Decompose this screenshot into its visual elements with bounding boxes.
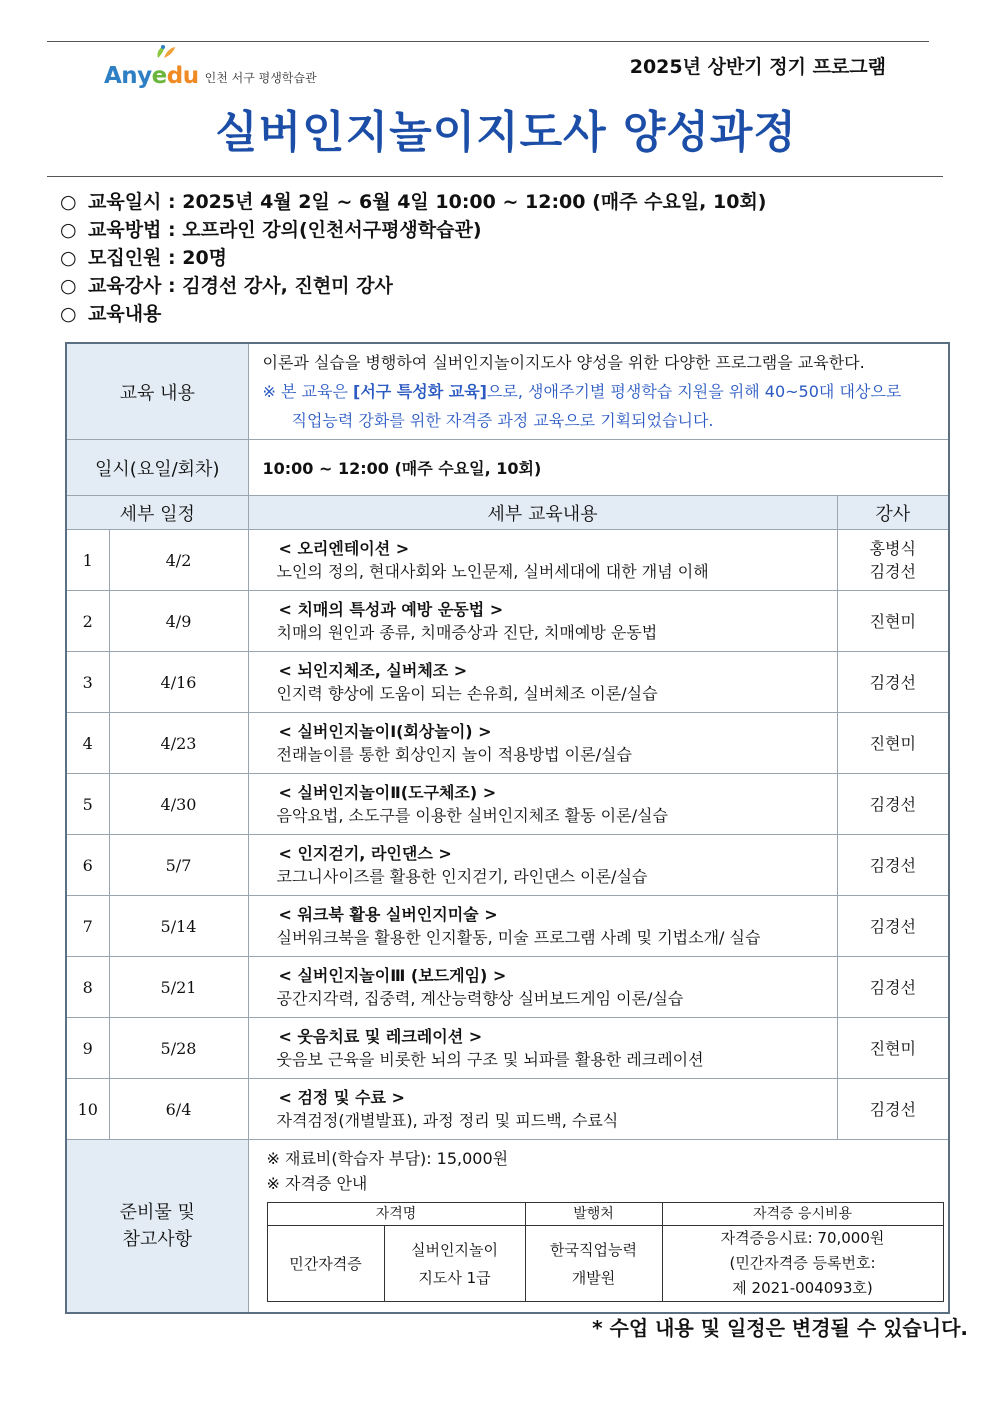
info-method: ○ 교육방법 : 오프라인 강의(인천서구평생학습관)	[60, 219, 482, 241]
row-date: 4/23	[109, 713, 248, 774]
cert-issuer: 한국직업능력 개발원	[525, 1226, 662, 1302]
table-row	[66, 835, 949, 896]
row-date: 4/9	[109, 591, 248, 652]
info-instructors: ○ 교육강사 : 김경선 강사, 진현미 강사	[60, 275, 393, 297]
row-content: < 워크북 활용 실버인지미술 > 실버워크북을 활용한 인지활동, 미술 프로그램 사례 및 기법소개/ 실습	[248, 896, 837, 957]
row-content: < 실버인지놀이Ⅰ(회상놀이) > 전래놀이를 통한 회상인지 놀이 적용방법 이론/실습	[248, 713, 837, 774]
table-row	[66, 896, 949, 957]
table-row	[66, 957, 949, 1018]
row-date: 6/4	[109, 1079, 248, 1140]
row-number: 6	[66, 835, 109, 896]
reference-row	[66, 1140, 949, 1314]
row-content: < 오리엔테이션 > 노인의 정의, 현대사회와 노인문제, 실버세대에 대한 개념 이해	[248, 530, 837, 591]
row-number: 7	[66, 896, 109, 957]
table-header-row	[66, 496, 949, 530]
row-instructor: 김경선	[837, 1079, 949, 1140]
cert-name: 실버인지놀이 지도사 1급	[384, 1226, 525, 1302]
row-number: 8	[66, 957, 109, 1018]
cert-type: 민간자격증	[267, 1226, 384, 1302]
curriculum-table	[65, 342, 950, 1314]
subtitle: 2025년 상반기 정기 프로그램	[629, 56, 886, 78]
row-number: 2	[66, 591, 109, 652]
row-instructor: 김경선	[837, 652, 949, 713]
logo	[104, 46, 317, 88]
table-row	[66, 652, 949, 713]
table-row	[66, 713, 949, 774]
material-fee-note: ※ 재료비(학습자 부담): 15,000원	[266, 1149, 509, 1168]
row-number: 1	[66, 530, 109, 591]
row-content: < 실버인지놀이Ⅲ (보드게임) > 공간지각력, 집중력, 계산능력향상 실버보드게임 이론/실습	[248, 957, 837, 1018]
reference-content	[248, 1140, 949, 1314]
row-date: 5/14	[109, 896, 248, 957]
info-capacity: ○ 모집인원 : 20명	[60, 247, 228, 269]
row-content: < 실버인지놀이Ⅱ(도구체조) > 음악요법, 소도구를 이용한 실버인지체조 활동 이론/실습	[248, 774, 837, 835]
table-row	[66, 774, 949, 835]
cert-header-fee: 자격증 응시비용	[662, 1203, 943, 1226]
col-header-instructor: 강사	[837, 496, 949, 530]
logo-subtext: 인천 서구 평생학습관	[204, 71, 317, 85]
cert-header-name: 자격명	[267, 1203, 525, 1226]
leaf-icon	[154, 44, 176, 60]
row-number: 10	[66, 1079, 109, 1140]
col-header-schedule: 세부 일정	[66, 496, 248, 530]
table-row	[66, 1018, 949, 1079]
row-content: < 검정 및 수료 > 자격검정(개별발표), 과정 정리 및 피드백, 수료식	[248, 1079, 837, 1140]
row-instructor: 진현미	[837, 591, 949, 652]
row-date: 4/16	[109, 652, 248, 713]
edu-content-row	[66, 343, 949, 440]
row-content: < 치매의 특성과 예방 운동법 > 치매의 원인과 종류, 치매증상과 진단, 치매예방 운동법	[248, 591, 837, 652]
page-title: 실버인지놀이지도사 양성과정	[215, 107, 797, 158]
info-content: ○ 교육내용	[60, 303, 162, 325]
row-instructor: 김경선	[837, 774, 949, 835]
row-instructor: 김경선	[837, 835, 949, 896]
row-number: 3	[66, 652, 109, 713]
title-rule	[47, 176, 943, 177]
reference-label: 준비물 및 참고사항	[66, 1140, 248, 1314]
row-instructor: 진현미	[837, 1018, 949, 1079]
row-date: 4/30	[109, 774, 248, 835]
row-instructor: 김경선	[837, 957, 949, 1018]
certificate-note: ※ 자격증 안내	[266, 1174, 368, 1193]
row-instructor: 홍병식 김경선	[837, 530, 949, 591]
cert-fee: 자격증응시료: 70,000원 (민간자격증 등록번호: 제 2021-004093호)	[662, 1226, 943, 1302]
row-number: 5	[66, 774, 109, 835]
table-row	[66, 1079, 949, 1140]
logo-word: Anyedu	[104, 63, 199, 89]
row-number: 9	[66, 1018, 109, 1079]
cert-header-issuer: 발행처	[525, 1203, 662, 1226]
row-instructor: 김경선	[837, 896, 949, 957]
row-content: < 인지걷기, 라인댄스 > 코그니사이즈를 활용한 인지걷기, 라인댄스 이론/실습	[248, 835, 837, 896]
footer-note: * 수업 내용 및 일정은 변경될 수 있습니다.	[592, 1316, 968, 1340]
row-date: 5/7	[109, 835, 248, 896]
row-content: < 뇌인지체조, 실버체조 > 인지력 향상에 도움이 되는 손유희, 실버체조 이론/실습	[248, 652, 837, 713]
schedule-label: 일시(요일/회차)	[66, 440, 248, 496]
info-list	[60, 188, 940, 328]
table-row	[66, 591, 949, 652]
info-date: ○ 교육일시 : 2025년 4월 2일 ~ 6월 4일 10:00 ~ 12:00 (매주 수요일, 10회)	[60, 191, 767, 213]
row-instructor: 진현미	[837, 713, 949, 774]
schedule-row	[66, 440, 949, 496]
table-row	[66, 530, 949, 591]
row-date: 5/28	[109, 1018, 248, 1079]
certificate-table	[267, 1202, 944, 1302]
schedule-value: 10:00 ~ 12:00 (매주 수요일, 10회)	[248, 440, 949, 496]
row-content: < 웃음치료 및 레크레이션 > 웃음보 근육을 비롯한 뇌의 구조 및 뇌파를 활용한 레크레이션	[248, 1018, 837, 1079]
edu-content-label: 교육 내용	[66, 343, 248, 440]
top-rule	[47, 41, 929, 42]
row-date: 5/21	[109, 957, 248, 1018]
row-number: 4	[66, 713, 109, 774]
row-date: 4/2	[109, 530, 248, 591]
edu-content-text: 이론과 실습을 병행하여 실버인지놀이지도사 양성을 위한 다양한 프로그램을 교육한다. ※ 본 교육은 [서구 특성화 교육]으로, 생애주기별 평생학습 지원을 위해 40~50대 대상으로 직업능력 강화를 위한 자격증 과정 교육으로 기획되었습니다.	[248, 343, 949, 440]
col-header-content: 세부 교육내용	[248, 496, 837, 530]
